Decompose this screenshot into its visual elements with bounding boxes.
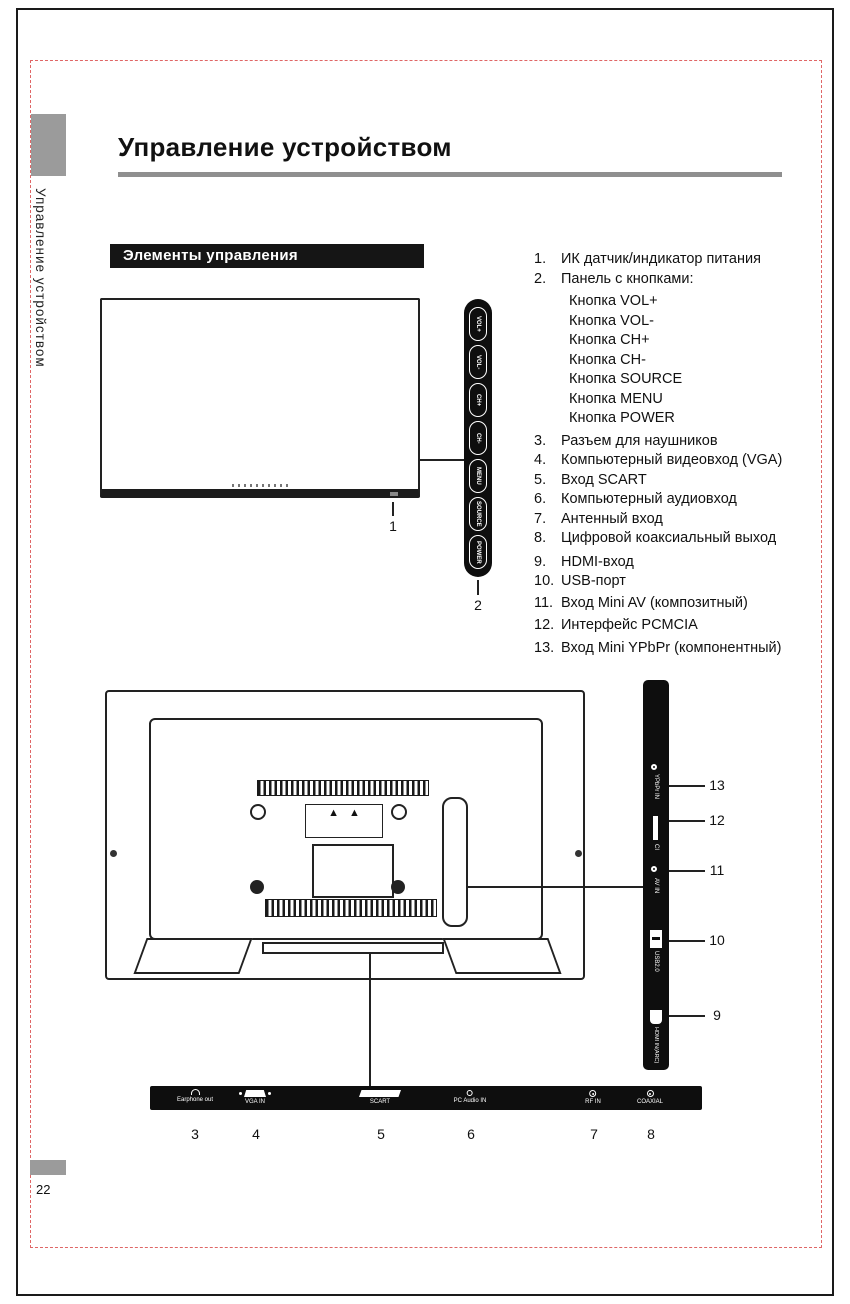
footer-tab (30, 1160, 66, 1175)
leader-line-10 (669, 940, 705, 942)
audio-jack-icon (467, 1090, 473, 1096)
page-number: 22 (36, 1182, 51, 1197)
av-jack-icon (651, 866, 657, 872)
leader-line-recess-to-sidepanel (466, 886, 643, 888)
ypbpr-port-label: YPbPr IN (653, 774, 659, 800)
warning-triangle-icon: ▲ (349, 807, 360, 819)
legend-item: 8. Цифровой коаксиальный выход (534, 530, 777, 546)
bottom-port-vga (239, 1088, 271, 1105)
usb-port-label: USB2.0 (653, 951, 659, 972)
legend-item: 9. HDMI-вход (534, 553, 634, 570)
page-title: Управление устройством (118, 132, 452, 162)
stand-foot-right (442, 938, 561, 974)
callout-number-10: 10 (709, 932, 725, 948)
vga-pinblock-icon (244, 1090, 266, 1097)
vga-screw-icon (239, 1092, 242, 1095)
legend-subitem: Кнопка VOL+ (569, 293, 658, 309)
vga-connector-icon (239, 1090, 271, 1097)
side-connector-recess (442, 797, 468, 927)
legend-subitem: Кнопка POWER (569, 410, 675, 426)
screw-hole-icon (391, 804, 407, 820)
screw-hole-icon (575, 850, 582, 857)
av-port-label: AV IN (653, 878, 659, 894)
port-label: VGA IN (244, 1098, 265, 1105)
callout-number-1: 1 (389, 518, 397, 534)
screw-hole-icon (250, 804, 266, 820)
callout-number-11: 11 (709, 862, 725, 878)
control-button-panel (464, 299, 492, 577)
channel-up-button: CH+ (469, 383, 487, 417)
legend-item: 11. Вход Mini AV (композитный) (534, 594, 748, 611)
top-vent-grille (257, 780, 429, 796)
screw-hole-icon (250, 880, 264, 894)
ci-slot-icon (653, 816, 658, 840)
legend-item: 3. Разъем для наушников (534, 432, 718, 449)
volume-up-button: VOL+ (469, 307, 487, 341)
power-button: POWER (469, 535, 487, 569)
legend-subitem: Кнопка CH+ (569, 332, 650, 348)
legend-item: 1. ИК датчик/индикатор питания (534, 251, 761, 267)
coaxial-connector-icon (646, 1090, 653, 1097)
port-label: SCART (369, 1098, 391, 1105)
legend-subitem: Кнопка CH- (569, 351, 646, 368)
leader-line-11 (669, 870, 705, 872)
legend-item: 5. Вход SCART (534, 471, 647, 488)
bottom-ports-bar (150, 1086, 702, 1110)
callout-number-9: 9 (713, 1007, 721, 1023)
title-rule (118, 172, 782, 177)
rear-bottom-strip (262, 942, 444, 954)
tv-front-diagram (100, 298, 420, 498)
callout-line-2 (477, 580, 479, 595)
hdmi-port-icon (650, 1010, 662, 1024)
legend-subitem: Кнопка SOURCE (569, 371, 683, 387)
bottom-vent-grille (265, 899, 437, 917)
screw-hole-icon (391, 880, 405, 894)
volume-down-button: VOL- (469, 345, 487, 379)
ypbpr-jack-icon (651, 764, 657, 770)
port-label: RF IN (585, 1098, 601, 1105)
callout-number-2: 2 (474, 597, 482, 613)
chapter-tab (31, 114, 66, 176)
legend-subitem: Кнопка VOL- (569, 312, 654, 329)
port-label: PC Audio IN (453, 1097, 487, 1104)
callout-line-1 (392, 502, 394, 516)
callout-number-5: 5 (377, 1126, 385, 1142)
leader-line-13 (669, 785, 705, 787)
usb-slot-detail (652, 937, 660, 940)
legend-item: 7. Антенный вход (534, 510, 663, 527)
bottom-port-earphone (177, 1088, 213, 1103)
legend-subitem: Кнопка MENU (569, 390, 663, 407)
leader-line-front-panel (420, 459, 464, 461)
screw-hole-icon (110, 850, 117, 857)
port-label: Earphone out (176, 1096, 214, 1103)
legend-list (534, 250, 826, 658)
section-header: Элементы управления (110, 244, 424, 268)
callout-number-6: 6 (467, 1126, 475, 1142)
legend-item: 13. Вход Mini YPbPr (компонентный) (534, 639, 782, 656)
legend-item: 2. Панель с кнопками: (534, 270, 694, 287)
side-vertical-title: Управление устройством (33, 188, 48, 368)
menu-button: MENU (469, 459, 487, 493)
hdmi-port-label: HDMI IN(ARC) (653, 1027, 659, 1064)
legend-item: 10. USB-порт (534, 573, 626, 589)
legend-item: 6. Компьютерный аудиовход (534, 491, 737, 507)
vga-screw-icon (268, 1092, 271, 1095)
source-button: SOURCE (469, 497, 487, 531)
scart-connector-icon (359, 1090, 401, 1097)
leader-line-12 (669, 820, 705, 822)
callout-number-3: 3 (191, 1126, 199, 1142)
ci-port-label: CI (653, 844, 659, 850)
port-label: COAXIAL (636, 1098, 664, 1105)
headphone-icon (191, 1089, 200, 1095)
tv-rear-diagram (105, 690, 585, 980)
legend-item: 12. Интерфейс PCMCIA (534, 617, 698, 633)
callout-number-13: 13 (709, 777, 725, 793)
bottom-port-scart (359, 1088, 401, 1105)
vesa-mount-square (312, 844, 394, 898)
leader-line-rear-to-bottombar (369, 952, 371, 1086)
rf-connector-icon (589, 1090, 596, 1097)
warning-label (305, 804, 383, 838)
bottom-port-pc-audio (454, 1088, 487, 1104)
leader-line-9 (669, 1015, 705, 1017)
speaker-grille-dots (232, 484, 288, 487)
usb-port-icon (650, 930, 662, 948)
channel-down-button: CH- (469, 421, 487, 455)
callout-number-12: 12 (709, 812, 725, 828)
side-ports-panel (643, 680, 669, 1070)
callout-number-7: 7 (590, 1126, 598, 1142)
ir-sensor-led (390, 492, 398, 496)
callout-number-4: 4 (252, 1126, 260, 1142)
warning-triangle-icon: ▲ (328, 807, 339, 819)
callout-number-8: 8 (647, 1126, 655, 1142)
stand-foot-left (133, 938, 252, 974)
bottom-port-rf (585, 1088, 601, 1105)
legend-item: 4. Компьютерный видеовход (VGA) (534, 452, 783, 468)
bottom-port-coaxial (637, 1088, 663, 1105)
